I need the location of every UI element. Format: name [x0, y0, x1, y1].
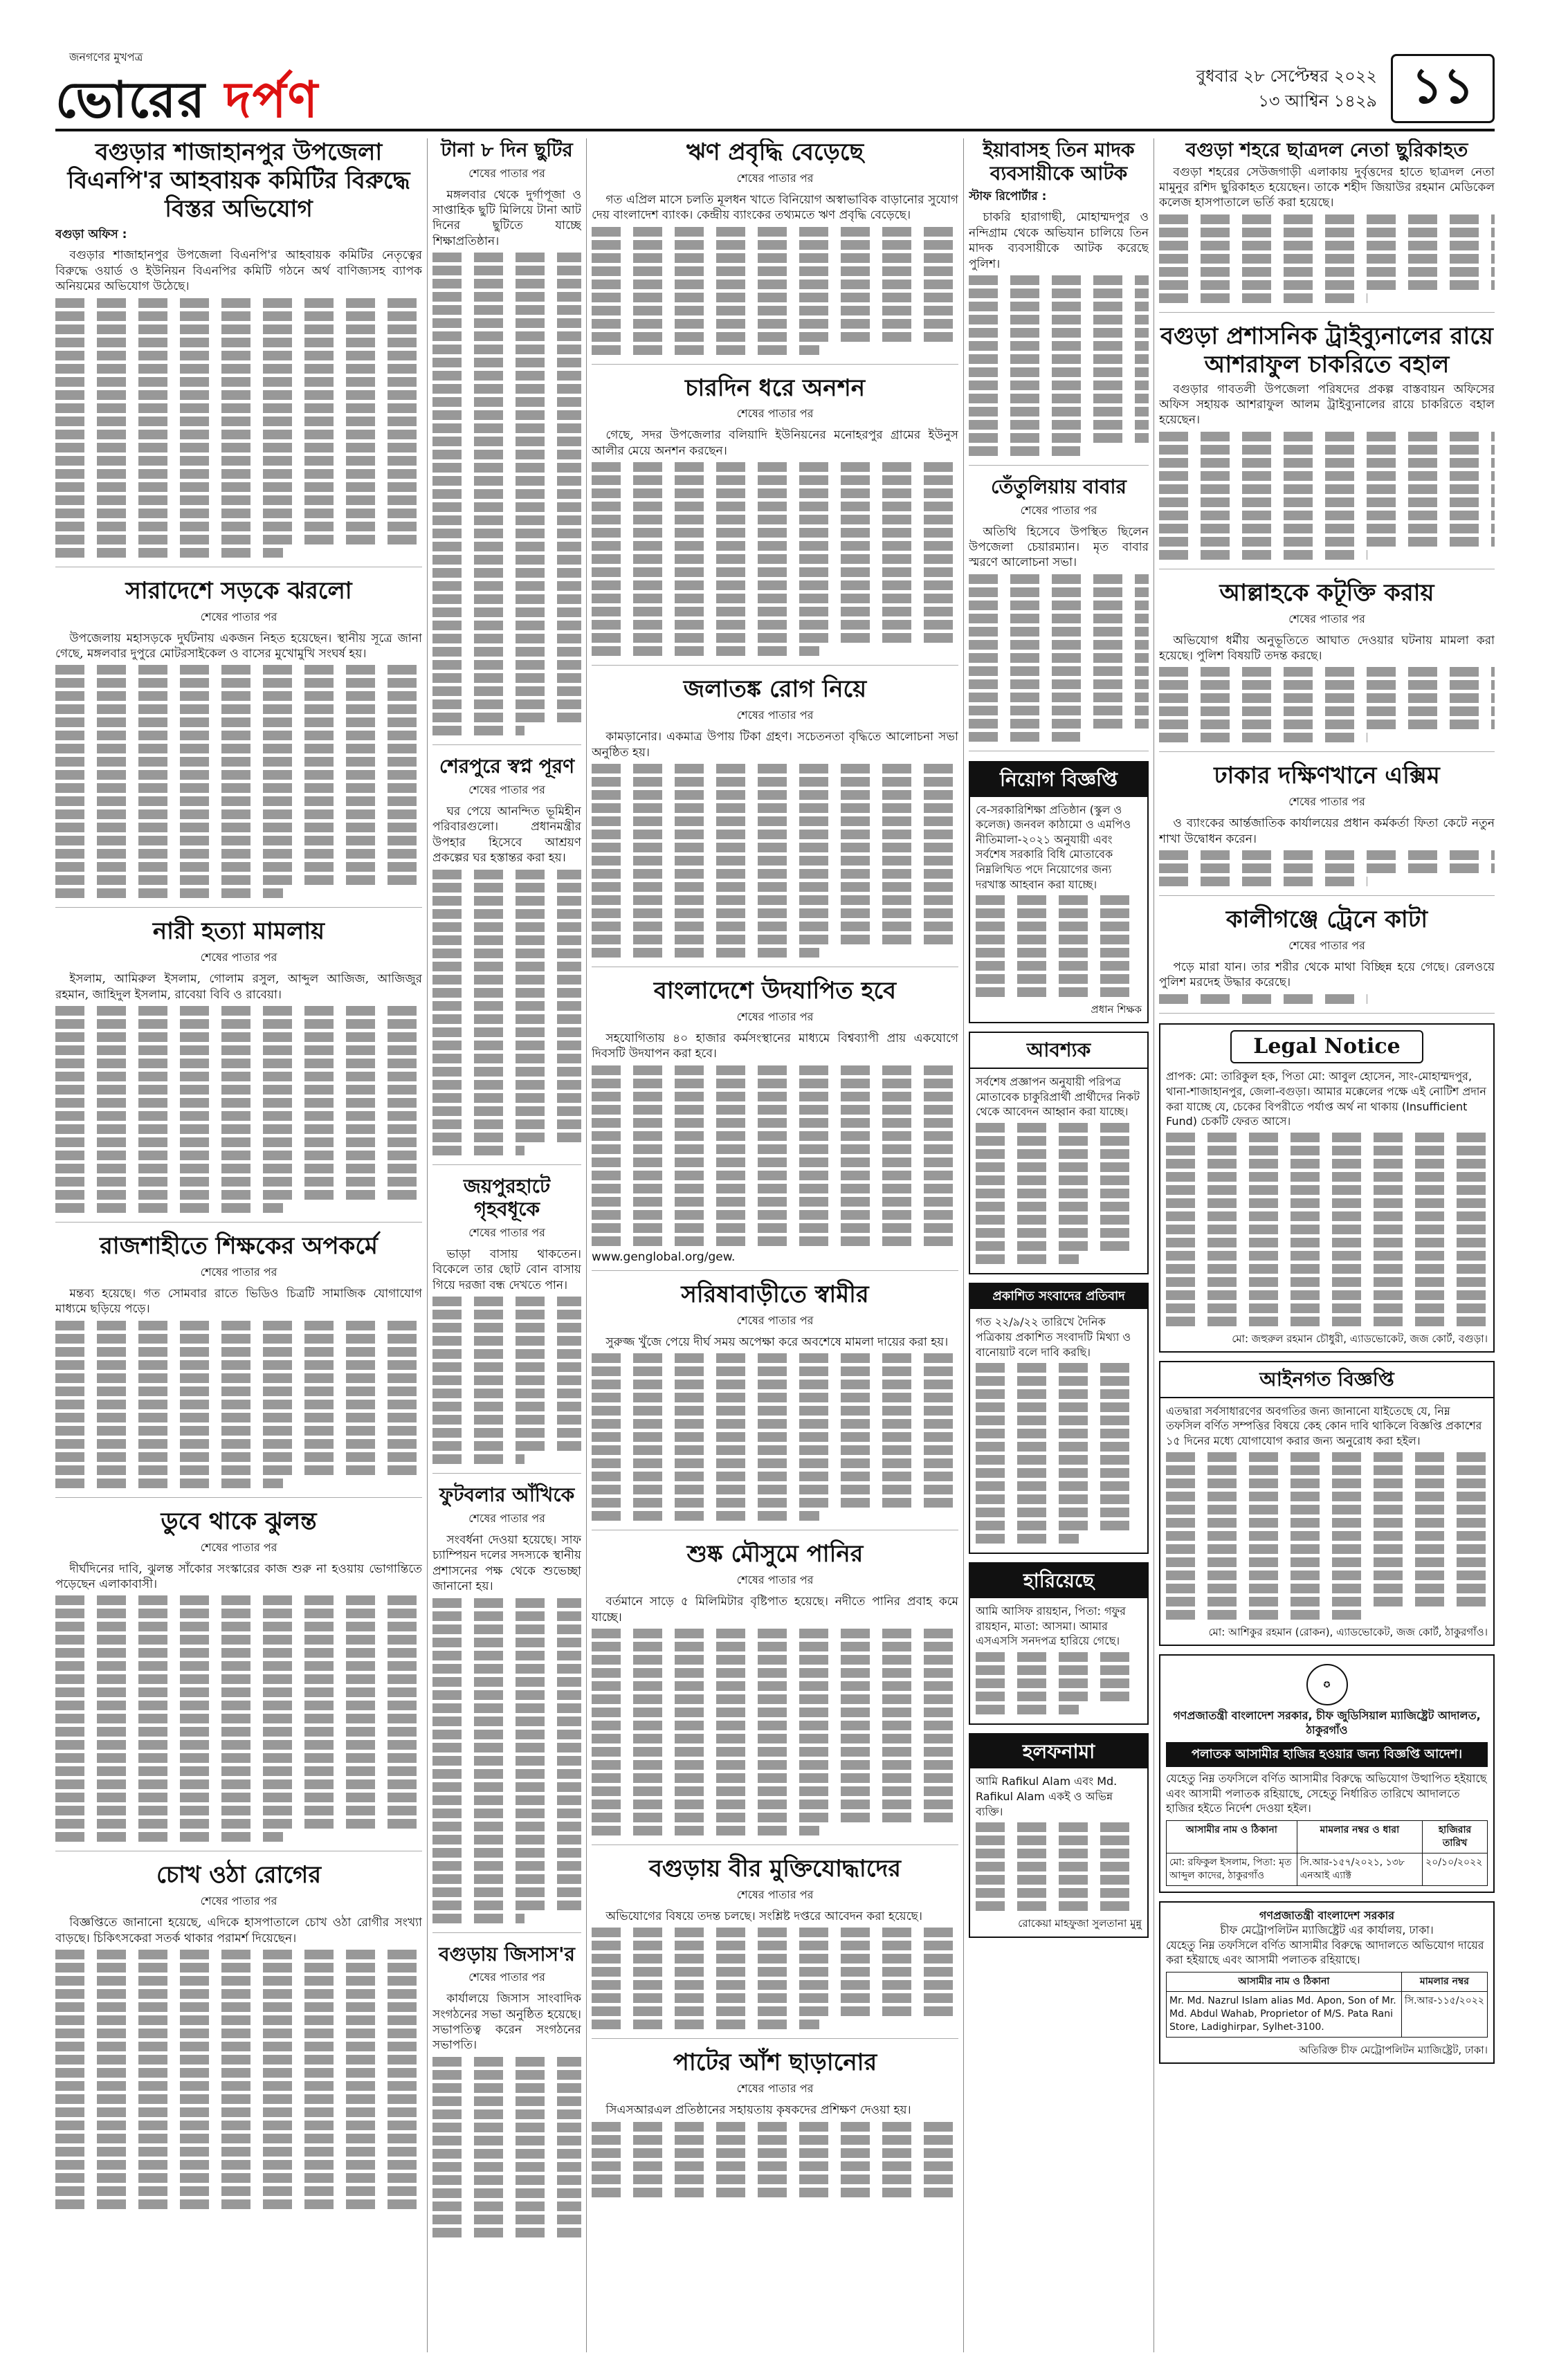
- classified-ad[interactable]: [969, 1562, 1149, 1725]
- ad-body: আমি Rafikul Alam এবং Md. Rafikul Alam একই ও অভিন্ন ব্যক্তি।: [976, 1775, 1118, 1818]
- government-seal-icon: ✪: [1306, 1664, 1348, 1705]
- article-body: দীর্ঘদিনের দাবি, ঝুলন্ত সাঁকোর সংস্কারের কাজ শুরু না হওয়ায় ভোগান্তিতে পড়েছেন এলাকাবাসী।: [55, 1562, 422, 1591]
- classified-ad[interactable]: [969, 761, 1149, 1024]
- headline[interactable]: ডুবে থাকে ঝুলন্ত: [161, 1507, 317, 1535]
- article-body: কামড়ানোর। একমাত্র উপায় টিকা গ্রহণ। সচেতনতা বৃদ্ধিতে আলোচনা সভা অনুষ্ঠিত হয়।: [592, 730, 958, 760]
- jump-line: শেষের পাতার পর: [468, 1511, 545, 1525]
- headline[interactable]: সারাদেশে সড়কে ঝরলো: [125, 576, 352, 605]
- notice-signature: মো: আশিকুর রহমান (রোকন), এ্যাডভোকেট, জজ কোর্ট, ঠাকুরগাঁও।: [1208, 1625, 1488, 1638]
- jump-line: শেষের পাতার পর: [468, 1970, 545, 1984]
- column-4: [969, 138, 1149, 2352]
- headline[interactable]: চোখ ওঠা রোগের: [156, 1861, 322, 1889]
- date-bengali-calendar: ১৩ আশ্বিন ১৪২৯: [1258, 91, 1377, 111]
- ad-body: সর্বশেষ প্রজ্ঞাপন অনুযায়ী পরিপত্র মোতাবেক চাকুরিপ্রার্থী প্রার্থীদের নিকট থেকে আবেদন আহ্বান করা যাচ্ছে।: [976, 1075, 1140, 1119]
- headline[interactable]: আল্লাহকে কটূক্তি করায়: [1219, 578, 1434, 607]
- article-body: বগুড়ার শাজাহানপুর উপজেলা বিএনপি'র আহবায়ক কমিটির নেতৃত্বের বিরুদ্ধে ওয়ার্ড ও ইউনিয়ন বিএনপির কমিটি গঠনে অর্থ বাণিজ্যসহ ব্যাপক অনিয়মের অভিযোগ উঠেছে।: [55, 248, 422, 294]
- article[interactable]: [432, 138, 581, 745]
- legal-notice[interactable]: [1159, 1361, 1495, 1646]
- article-body: বিজ্ঞপ্তিতে জানানো হয়েছে, এদিকে হাসপাতালে চোখ ওঠা রোগীর সংখ্যা বাড়ছে। চিকিৎসকেরা সতর্ক থাকার পরামর্শ দিয়েছেন।: [55, 1916, 422, 1946]
- notice-head: চীফ মেট্রোপলিটন ম্যাজিষ্ট্রেট এর কার্যালয়, ঢাকা।: [1220, 1923, 1434, 1937]
- article[interactable]: [969, 138, 1149, 466]
- article-body: ঘর পেয়ে আনন্দিত ভূমিহীন পরিবারগুলো। প্রধানমন্ত্রীর উপহার হিসেবে আশ্রয়ণ প্রকল্পের ঘর হস্তান্তর করা হয়।: [432, 804, 581, 866]
- jump-line: শেষের পাতার পর: [1288, 938, 1365, 952]
- legal-notice[interactable]: [1159, 1023, 1495, 1353]
- article[interactable]: [432, 755, 581, 1164]
- ad-title: হলফনামা: [970, 1734, 1147, 1769]
- logo-part-a: ভোরের: [55, 70, 225, 129]
- article[interactable]: [432, 1483, 581, 1932]
- column-3: [592, 138, 958, 2352]
- jump-line: শেষের পাতার পর: [200, 1540, 277, 1554]
- notice-title: আইনগত বিজ্ঞপ্তি: [1160, 1362, 1493, 1398]
- article-body: বর্তমানে সাড়ে ৫ মিলিমিটার বৃষ্টিপাত হয়েছে। নদীতে পানির প্রবাহ কমে যাচ্ছে।: [592, 1595, 958, 1624]
- notice-table: [1166, 1820, 1488, 1886]
- newspaper-logo[interactable]: [55, 48, 320, 129]
- ad-title: হারিয়েছে: [970, 1564, 1147, 1598]
- headline[interactable]: ঢাকার দক্ষিণখানে এক্সিম: [1214, 762, 1440, 790]
- article-body: চাকরি হারাগাছী, মোহাম্মদপুর ও নন্দিগ্রাম থেকে অভিযান চালিয়ে তিন মাদক ব্যবসায়ীকে আটক করেছে পুলিশ।: [969, 210, 1149, 271]
- headline[interactable]: ঋণ প্রবৃদ্ধি বেড়েছে: [686, 138, 864, 166]
- ad-title: নিয়োগ বিজ্ঞপ্তি: [970, 762, 1147, 797]
- notice-body: যেহেতু নিম্ন তফসিলে বর্ণিত আসামীর বিরুদ্ধে অভিযোগ উত্থাপিত হইয়াছে এবং আসামী পলাতক রহিয়াছে, সেহেতু নির্ধারিত তারিখে আদালতে হাজির হইতে নির্দেশ দেওয়া হইল।: [1166, 1772, 1487, 1815]
- table-cell: সি.আর-১১৫/২০২২: [1401, 1991, 1487, 2037]
- ad-title: আবশ্যক: [970, 1033, 1147, 1069]
- logo-part-b: দর্পণ: [224, 70, 320, 129]
- legal-notice-body: প্রাপক: মো: তারিকুল হক, পিতা মো: আবুল হোসেন, সাং-মোহাম্মদপুর, থানা-শাজাহানপুর, জেলা-বগুড়া। আমার মক্কেলের পক্ষে এই নোটিশ প্রদান করা যাচ্ছে যে, চেকের বিপরীতে পর্যাপ্ত অর্থ না থাকায় (Insufficient Fund) চেকটি ফেরত আসে।: [1166, 1070, 1486, 1128]
- article-link[interactable]: www.genglobal.org/gew.: [592, 1250, 736, 1264]
- jump-line: শেষের পাতার পর: [736, 708, 814, 722]
- masthead-tagline: জনগণের মুখপত্র: [69, 51, 143, 64]
- court-notice[interactable]: [1159, 1901, 1495, 2064]
- ad-body: গত ২২/৯/২২ তারিখে দৈনিক পত্রিকায় প্রকাশিত সংবাদটি মিথ্যা ও বানোয়াট বলে দাবি করছি।: [976, 1315, 1131, 1359]
- byline: স্টাফ রিপোর্টার :: [969, 190, 1047, 204]
- article-body: সংবর্ধনা দেওয়া হয়েছে। সাফ চ্যাম্পিয়ন দলের সদস্যকে স্থানীয় প্রশাসনের পক্ষ থেকে শুভেচ্ছা জানানো হয়।: [432, 1532, 581, 1594]
- legal-notice-title: Legal Notice: [1230, 1030, 1423, 1064]
- column-rule: [586, 138, 587, 2352]
- article-body: বগুড়ার গাবতলী উপজেলা পরিষদের প্রকল্প বাস্তবায়ন অফিসের অফিস সহায়ক আশরাফুল আলম ট্রাইব্যুনালের রায়ে চাকরিতে বহাল হয়েছেন।: [1159, 382, 1495, 428]
- dateline: [1196, 64, 1377, 113]
- jump-line: শেষের পাতার পর: [1020, 503, 1097, 517]
- headline[interactable]: কালীগঞ্জে ট্রেনে কাটা: [1225, 906, 1428, 934]
- jump-line: শেষের পাতার পর: [1288, 612, 1365, 625]
- jump-line: শেষের পাতার পর: [200, 951, 277, 964]
- jump-line: শেষের পাতার পর: [736, 1573, 814, 1587]
- byline: বগুড়া অফিস :: [55, 228, 127, 242]
- article[interactable]: [55, 138, 422, 567]
- notice-body: এতদ্বারা সর্বসাধারণের অবগতির জন্য জানানো যাইতেছে যে, নিম্ন তফসিল বর্ণিত সম্পত্তির বিষয়ে কেহ কোন দাবি থাকিলে বিজ্ঞপ্তি প্রকাশের ১৫ দিনের মধ্যে যোগাযোগ করার জন্য অনুরোধ করা হইল।: [1166, 1404, 1482, 1447]
- ad-body: বে-সরকারিশিক্ষা প্রতিষ্ঠান (স্কুল ও কলেজ) জনবল কাঠামো ও এমপিও নীতিমালা-২০২১ অনুযায়ী এবং সর্বশেষ সরকারি বিধি মোতাবেক নিম্নলিখিত পদে নিয়োগের জন্য দরখাস্ত আহবান করা যাচ্ছে।: [976, 803, 1131, 891]
- table-row: [1167, 1991, 1488, 2037]
- jump-line: শেষের পাতার পর: [736, 407, 814, 421]
- date-bengali: বুধবার ২৮ সেপ্টেম্বর ২০২২: [1196, 66, 1377, 86]
- article[interactable]: [1159, 322, 1495, 569]
- headline[interactable]: বাংলাদেশে উদযাপিত হবে: [653, 977, 897, 1005]
- article[interactable]: [592, 2049, 958, 2206]
- article[interactable]: [432, 1175, 581, 1474]
- article-body: সিএসআরএল প্রতিষ্ঠানের সহায়তায় কৃষকদের প্রশিক্ষণ দেওয়া হয়।: [605, 2103, 911, 2118]
- article[interactable]: [1159, 762, 1495, 896]
- headline[interactable]: বগুড়ায় বীর মুক্তিযোদ্ধাদের: [648, 1855, 902, 1883]
- article[interactable]: [1159, 579, 1495, 753]
- classified-ad[interactable]: [969, 1032, 1149, 1274]
- table-header: মামলার নম্বর ও ধারা: [1297, 1821, 1422, 1853]
- notice-title: পলাতক আসামীর হাজির হওয়ার জন্য বিজ্ঞপ্তি আদেশ।: [1166, 1742, 1488, 1767]
- article[interactable]: [1159, 906, 1495, 1014]
- ad-title: প্রকাশিত সংবাদের প্রতিবাদ: [970, 1284, 1147, 1309]
- article[interactable]: [592, 1855, 958, 2039]
- notice-head: গণপ্রজাতন্ত্রী বাংলাদেশ সরকার, চীফ জুডিসিয়াল ম্যাজিষ্ট্রেট আদালত, ঠাকুরগাঁও: [1173, 1708, 1481, 1737]
- notice-title: গণপ্রজাতন্ত্রী বাংলাদেশ সরকার: [1259, 1908, 1395, 1922]
- article[interactable]: [592, 675, 958, 967]
- headline[interactable]: জলাতঙ্ক রোগ নিয়ে: [683, 675, 867, 704]
- column-rule: [963, 138, 964, 2352]
- article[interactable]: [1159, 138, 1495, 313]
- article[interactable]: [592, 1281, 958, 1530]
- notice-body: যেহেতু নিম্ন তফসিলে বর্ণিত আসামীর বিরুদ্ধে আদালতে অভিযোগ দায়ের করা হইয়াছে এবং আসামী পলাতক রহিয়াছে।: [1166, 1938, 1484, 1967]
- table-cell: মো: রফিকুল ইসলাম, পিতা: মৃত আব্দুল কাদের, ঠাকুরগাঁও: [1167, 1853, 1297, 1885]
- jump-line: শেষের পাতার পর: [468, 1225, 545, 1239]
- jump-line: শেষের পাতার পর: [736, 2082, 814, 2096]
- headline[interactable]: ইয়াবাসহ তিন মাদক ব্যবসায়ীকে আটক: [983, 138, 1135, 185]
- headline[interactable]: বগুড়া শহরে ছাত্রদল নেতা ছুরিকাহত: [1185, 138, 1468, 161]
- classified-ad[interactable]: [969, 1283, 1149, 1554]
- headline[interactable]: নারী হত্যা মামলায়: [152, 917, 325, 946]
- column-1: [55, 138, 422, 2352]
- headline[interactable]: পাটের আঁশ ছাড়ানোর: [673, 2049, 877, 2077]
- article-body: গত এপ্রিল মাসে চলতি মূলধন খাতে বিনিয়োগ অস্বাভাবিক বাড়ানোর সুযোগ দেয় বাংলাদেশ ব্যাংক। কেন্দ্রীয় ব্যাংকের তথ্যমতে ঋণ প্রবৃদ্ধি বেড়েছে।: [592, 192, 958, 223]
- ad-signature: রোকেয়া মাহফুজা সুলতানা মুন্নু: [1018, 1917, 1142, 1930]
- notice-signature: অতিরিক্ত চীফ মেট্রোপলিটন ম্যাজিষ্ট্রেট, ঢাকা।: [1299, 2043, 1488, 2056]
- headline[interactable]: ফুটবলার আঁখিকে: [439, 1483, 575, 1507]
- article-body: অভিযোগের বিষয়ে তদন্ত চলছে। সংশ্লিষ্ট দপ্তরে আবেদন করা হয়েছে।: [605, 1909, 922, 1923]
- headline[interactable]: শেরপুরে স্বপ্ন পূরণ: [439, 755, 575, 778]
- court-notice[interactable]: [1159, 1654, 1495, 1893]
- jump-line: শেষের পাতার পর: [736, 1313, 814, 1327]
- article[interactable]: [55, 1232, 422, 1498]
- article[interactable]: [592, 138, 958, 365]
- article[interactable]: [592, 977, 958, 1271]
- legal-notice-signature: মো: জহুরুল রহমান চৌধুরী, এ্যাডভোকেট, জজ কোর্ট, বগুড়া।: [1232, 1332, 1488, 1345]
- article-body: কার্যালয়ে জিসাস সাংবাদিক সংগঠনের সভা অনুষ্ঠিত হয়েছে। সভাপতিত্ব করেন সংগঠনের সভাপতি।: [432, 1992, 581, 2053]
- headline[interactable]: জয়পুরহাটে গৃহবধূকে: [463, 1174, 551, 1221]
- table-cell: Mr. Md. Nazrul Islam alias Md. Apon, Son of Mr. Md. Abdul Wahab, Proprietor of M/S. Pata Rani Store, Ladighirpar, Sylhet-3100.: [1167, 1991, 1402, 2037]
- jump-line: শেষের পাতার পর: [1288, 795, 1365, 809]
- column-rule: [427, 138, 428, 2352]
- headline[interactable]: তেঁতুলিয়ায় বাবার: [991, 475, 1127, 498]
- article[interactable]: [592, 1540, 958, 1845]
- jump-line: শেষের পাতার পর: [200, 1894, 277, 1908]
- article[interactable]: [55, 1508, 422, 1852]
- table-cell: ২০/১০/২০২২: [1423, 1853, 1488, 1885]
- article-body: ইসলাম, আমিরুল ইসলাম, গোলাম রসুল, আব্দুল আজিজ, আজিজুর রহমান, জাহিদুল ইসলাম, রাবেয়া বিবি ও রাবেয়া।: [55, 972, 422, 1002]
- ad-signature: প্রধান শিক্ষক: [1091, 1003, 1142, 1016]
- headline[interactable]: রাজশাহীতে শিক্ষকের অপকর্মে: [100, 1232, 378, 1261]
- article-body: অতিথি হিসেবে উপস্থিত ছিলেন উপজেলা চেয়ারম্যান। মৃত বাবার স্মরণে আলোচনা সভা।: [969, 524, 1149, 570]
- article[interactable]: [55, 917, 422, 1223]
- article-body: অভিযোগ ধর্মীয় অনুভূতিতে আঘাত দেওয়ার ঘটনায় মামলা করা হয়েছে। পুলিশ বিষয়টি তদন্ত করছে।: [1159, 633, 1495, 663]
- article[interactable]: [55, 577, 422, 908]
- article[interactable]: [432, 1943, 581, 2246]
- article[interactable]: [592, 374, 958, 666]
- article-body: সহযোগিতায় ৪০ হাজার কর্মসংস্থানের মাধ্যমে বিশ্বব্যাপী প্রায় একযোগে দিবসটি উদযাপন করা হবে।: [592, 1031, 958, 1061]
- article[interactable]: [55, 1861, 422, 2218]
- table-cell: সি.আর-১৫৭/২০২১, ১৩৮ এনআই এ্যাক্ট: [1297, 1853, 1422, 1885]
- table-header: আসামীর নাম ও ঠিকানা: [1167, 1821, 1297, 1853]
- table-row: [1167, 1853, 1488, 1885]
- jump-line: শেষের পাতার পর: [200, 610, 277, 623]
- page-number: ১১: [1391, 54, 1495, 123]
- column-2: [432, 138, 581, 2352]
- table-header: হাজিরার তারিখ: [1423, 1821, 1488, 1853]
- headline[interactable]: শুষ্ক মৌসুমে পানির: [686, 1540, 864, 1568]
- masthead: [55, 48, 1495, 131]
- jump-line: শেষের পাতার পর: [736, 171, 814, 185]
- article[interactable]: [969, 475, 1149, 751]
- jump-line: শেষের পাতার পর: [736, 1009, 814, 1023]
- article-body: উপজেলায় মহাসড়কে দুর্ঘটনায় একজন নিহত হয়েছেন। স্থানীয় সূত্রে জানা গেছে, মঙ্গলবার দুপুরে মোটরসাইকেল ও বাসের মুখোমুখি সংঘর্ষ হয়।: [55, 631, 422, 661]
- jump-line: শেষের পাতার পর: [468, 782, 545, 796]
- headline[interactable]: চারদিন ধরে অনশন: [684, 374, 866, 402]
- classified-ad[interactable]: [969, 1733, 1149, 1938]
- jump-line: শেষের পাতার পর: [468, 166, 545, 180]
- headline[interactable]: বগুড়ায় জিসাস'র: [439, 1942, 575, 1966]
- headline[interactable]: বগুড়ার শাজাহানপুর উপজেলা বিএনপি'র আহবায়ক কমিটির বিরুদ্ধে বিস্তর অভিযোগ: [67, 138, 410, 223]
- article-body: ও ব্যাংকের আর্ন্তজাতিক কার্যালয়ের প্রধান কর্মকর্তা ফিতা কেটে নতুন শাখা উদ্বোধন করেন।: [1159, 816, 1495, 846]
- article-body: মন্তব্য হয়েছে। গত সোমবার রাতে ভিডিও চিত্রটি সামাজিক যোগাযোগ মাধ্যমে ছড়িয়ে পড়ে।: [55, 1286, 422, 1317]
- article-body: গেছে, সদর উপজেলার বলিয়াদি ইউনিয়নের মনোহরপুর গ্রামের ইউনুস আলীর মেয়ে অনশন করছেন।: [592, 428, 958, 458]
- notice-table: [1166, 1972, 1488, 2038]
- jump-line: শেষের পাতার পর: [736, 1887, 814, 1901]
- headline[interactable]: টানা ৮ দিন ছুটির: [441, 138, 573, 161]
- article-body: সুরুজ্জ খুঁজে পেয়ে দীর্ঘ সময় অপেক্ষা করে অবশেষে মামলা দায়ের করা হয়।: [605, 1335, 949, 1349]
- headline[interactable]: বগুড়া প্রশাসনিক ট্রাইব্যুনালের রায়ে আশরাফুল চাকরিতে বহাল: [1160, 322, 1493, 378]
- article-body: ভাড়া বাসায় থাকতেন। বিকেলে তার ছোট বোন বাসায় গিয়ে দরজা বন্ধ দেখতে পান।: [432, 1247, 581, 1292]
- article-body: বগুড়া শহরের সেউজগাড়ী এলাকায় দুর্বৃত্তদের হাতে ছাত্রদল নেতা মামুনুর রশিদ ছুরিকাহত হয়েছেন। তাকে শহীদ জিয়াউর রহমান মেডিকেল কলেজ হাসপাতালে ভর্তি করা হয়েছে।: [1159, 165, 1495, 210]
- headline[interactable]: সরিষাবাড়ীতে স্বামীর: [681, 1281, 869, 1309]
- column-5: [1159, 138, 1495, 2352]
- table-header: মামলার নম্বর: [1401, 1972, 1487, 1991]
- article-body: পড়ে মারা যান। তার শরীর থেকে মাথা বিচ্ছিন্ন হয়ে গেছে। রেলওয়ে পুলিশ মরদেহ উদ্ধার করেছে।: [1159, 960, 1495, 990]
- table-header: আসামীর নাম ও ঠিকানা: [1167, 1972, 1402, 1991]
- article-body: মঙ্গলবার থেকে দুর্গাপূজা ও সাপ্তাহিক ছুটি মিলিয়ে টানা আট দিনের ছুটিতে যাচ্ছে শিক্ষাপ্রতিষ্ঠান।: [432, 187, 581, 248]
- jump-line: শেষের পাতার পর: [200, 1265, 277, 1279]
- ad-body: আমি আসিফ রায়হান, পিতা: গফুর রায়হান, মাতা: আসমা। আমার এসএসসি সনদপত্র হারিয়ে গেছে।: [976, 1604, 1126, 1648]
